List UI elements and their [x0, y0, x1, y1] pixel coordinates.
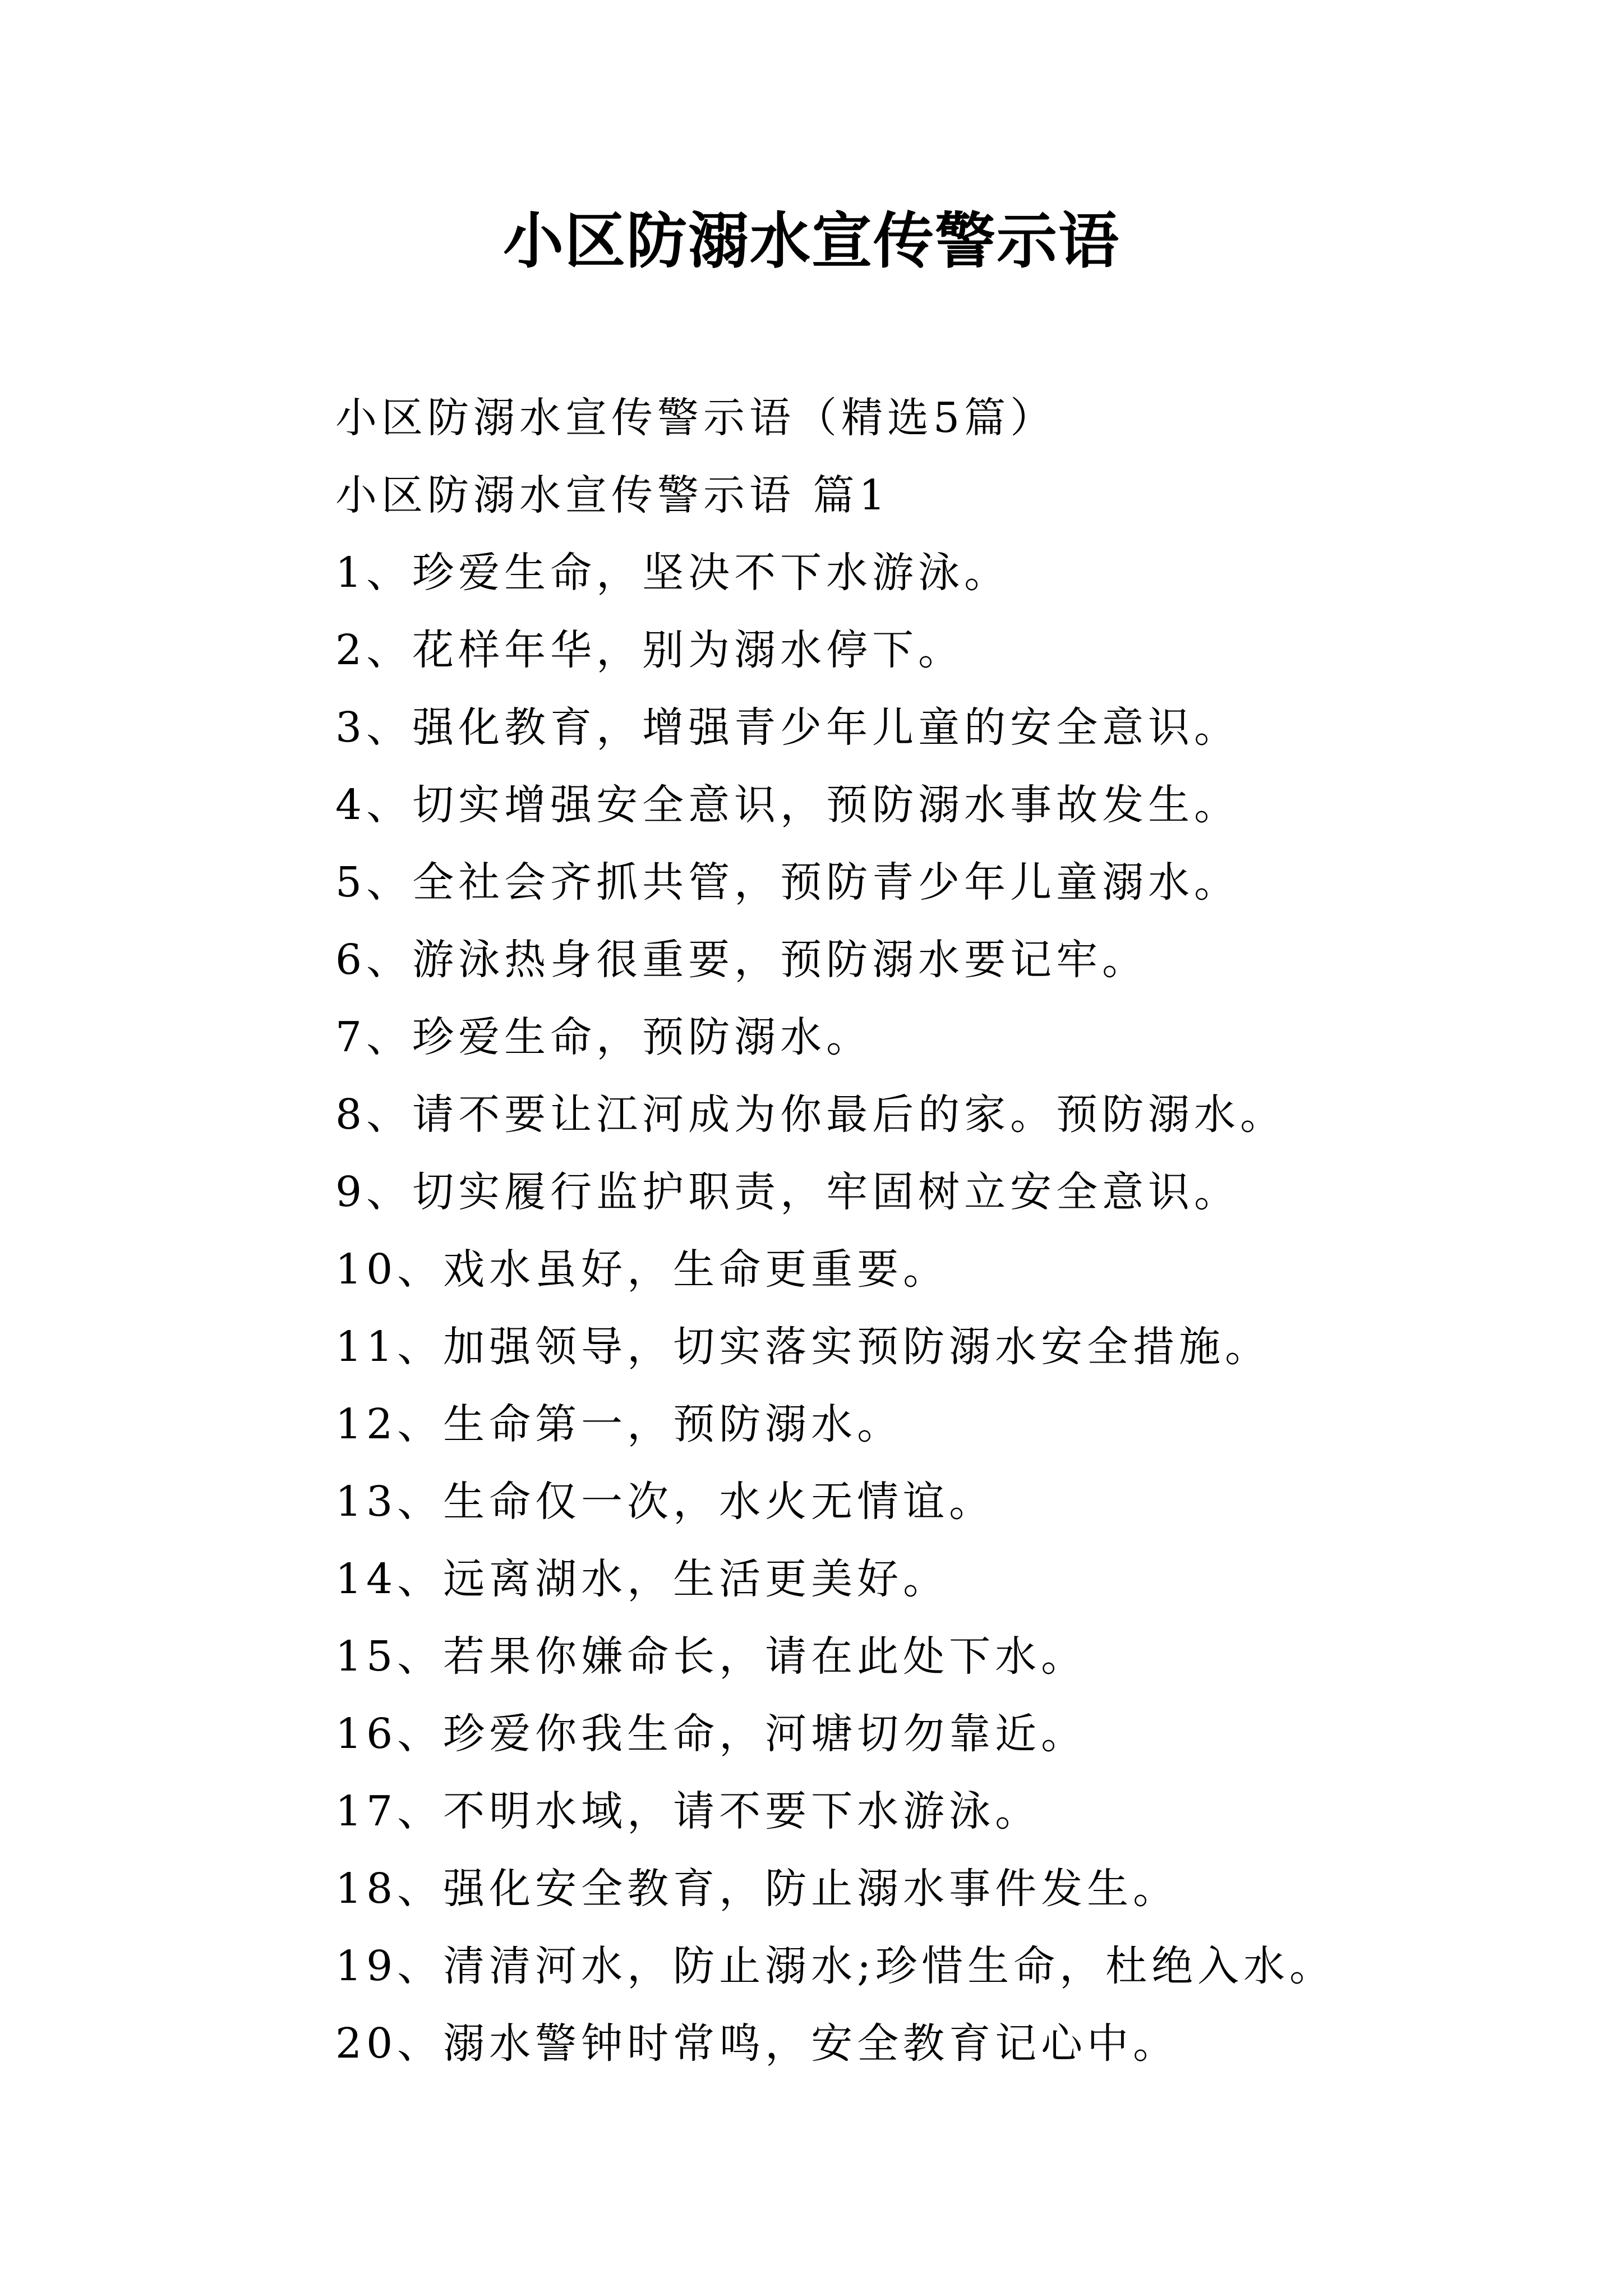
list-item: 13、生命仅一次，水火无情谊。	[335, 1478, 995, 1526]
list-item: 14、远离湖水，生活更美好。	[335, 1555, 949, 1603]
list-item: 11、加强领导，切实落实预防溺水安全措施。	[335, 1323, 1271, 1371]
list-item: 16、珍爱你我生命，河塘切勿靠近。	[335, 1710, 1087, 1758]
list-item: 15、若果你嫌命长，请在此处下水。	[335, 1632, 1087, 1681]
list-item: 12、生命第一，预防溺水。	[335, 1400, 903, 1448]
list-item: 9、切实履行监护职责，牢固树立安全意识。	[335, 1168, 1241, 1216]
list-item: 20、溺水警钟时常鸣，安全教育记心中。	[335, 2019, 1179, 2068]
list-item: 7、珍爱生命，预防溺水。	[335, 1013, 873, 1061]
list-item: 3、强化教育，增强青少年儿童的安全意识。	[335, 703, 1241, 752]
list-item: 8、请不要让江河成为你最后的家。预防溺水。	[335, 1091, 1287, 1139]
list-item: 19、清清河水，防止溺水;珍惜生命，杜绝入水。	[335, 1942, 1336, 1990]
list-item: 5、全社会齐抓共管，预防青少年儿童溺水。	[335, 858, 1241, 907]
list-item: 10、戏水虽好，生命更重要。	[335, 1245, 949, 1294]
document-subtitle: 小区防溺水宣传警示语（精选5篇）	[335, 394, 1057, 442]
list-item: 2、花样年华，别为溺水停下。	[335, 626, 965, 674]
list-item: 4、切实增强安全意识，预防溺水事故发生。	[335, 781, 1241, 829]
list-item: 18、强化安全教育，防止溺水事件发生。	[335, 1865, 1179, 1913]
document-body	[335, 379, 1569, 2082]
document-title: 小区防溺水宣传警示语	[502, 206, 1120, 277]
list-item: 17、不明水域，请不要下水游泳。	[335, 1787, 1041, 1835]
list-item: 6、游泳热身很重要，预防溺水要记牢。	[335, 936, 1149, 984]
section-heading: 小区防溺水宣传警示语 篇1	[335, 471, 890, 519]
list-item: 1、珍爱生命，坚决不下水游泳。	[335, 549, 1011, 597]
